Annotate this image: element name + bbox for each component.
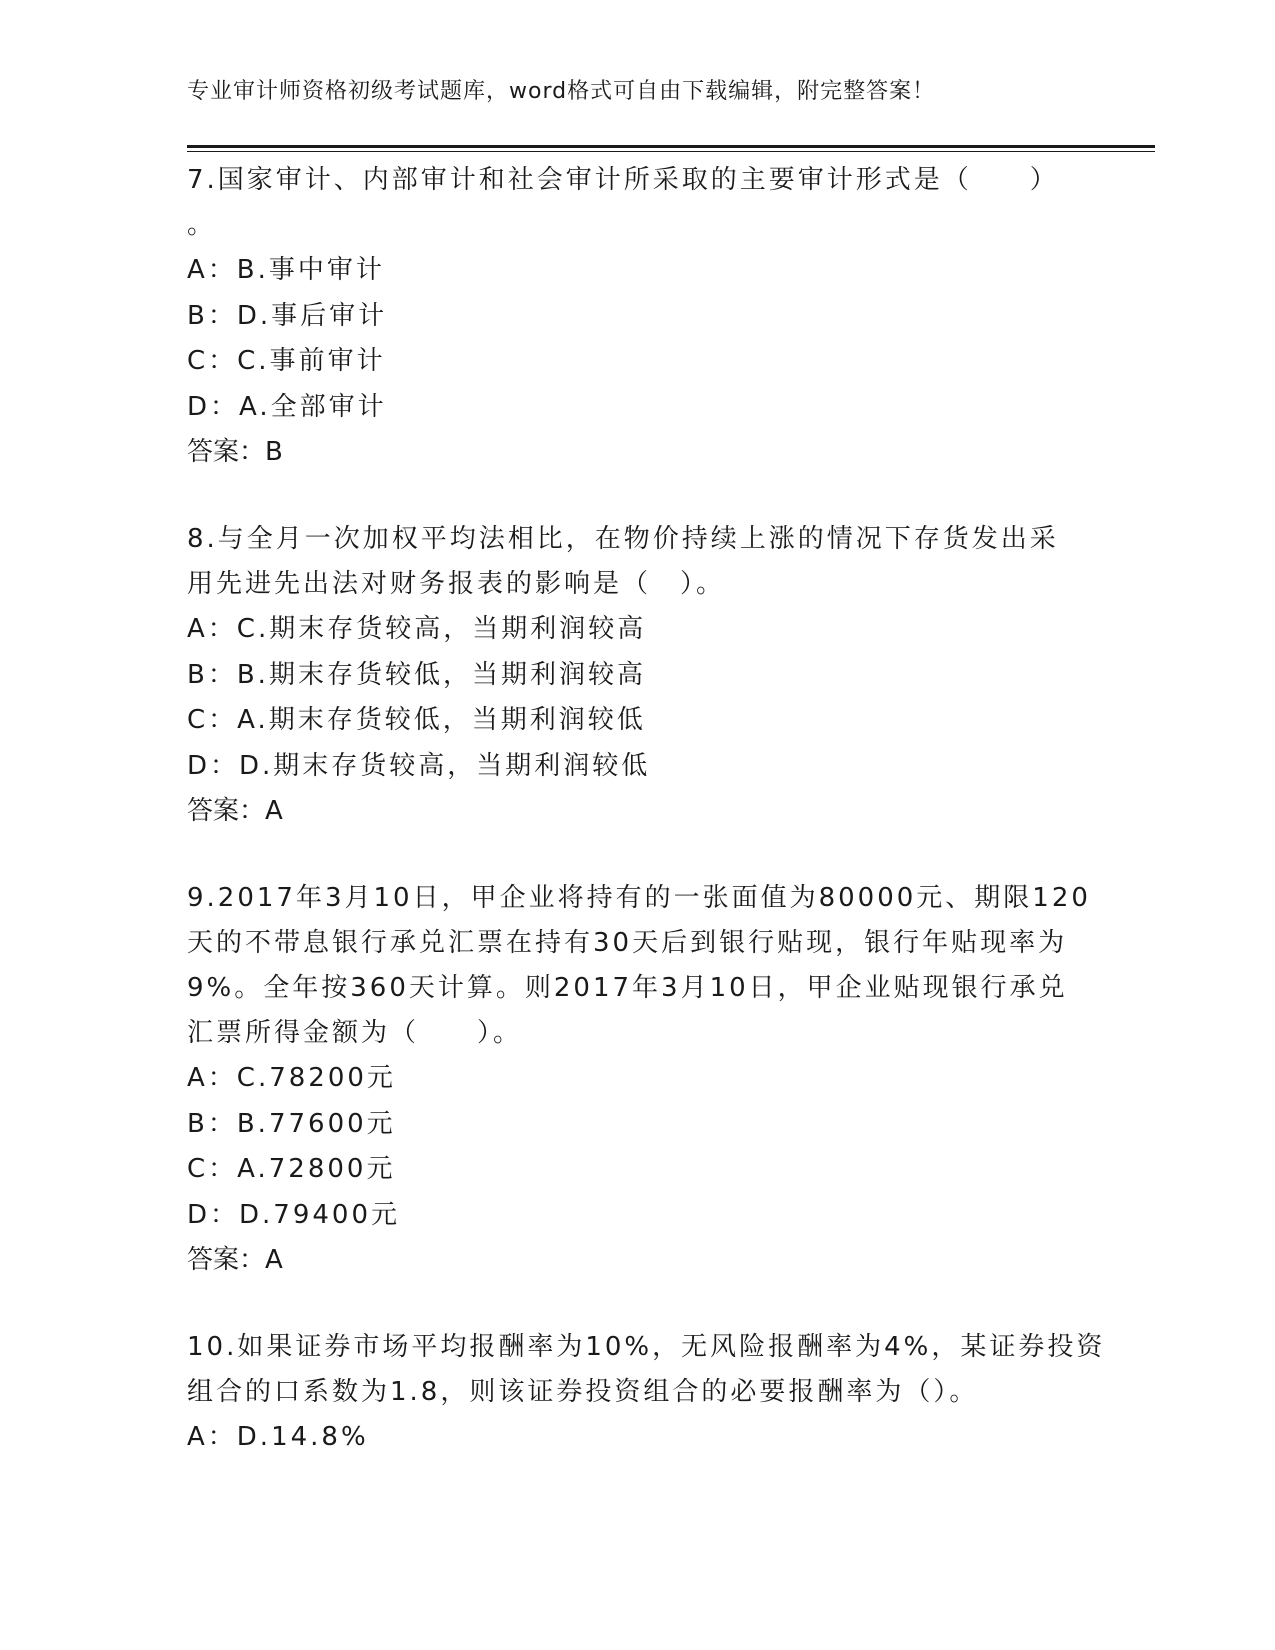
header-divider-thick [187,145,1155,148]
page-header: 专业审计师资格初级考试题库，word格式可自由下载编辑，附完整答案！ [187,79,936,104]
option-b: B：B.期末存货较低，当期利润较高 [187,659,646,690]
question-text-line: 汇票所得金额为（ ）。 [187,1018,523,1048]
question-text-line: 组合的口系数为1.8，则该证券投资组合的必要报酬率为（）。 [187,1377,979,1407]
option-d: D：D.期末存货较高，当期利润较低 [187,750,651,781]
answer-line: 答案：A [187,1245,283,1275]
answer-line: 答案：A [187,796,283,826]
option-d: D：A.全部审计 [187,391,387,422]
question-text-line: 8.与全月一次加权平均法相比，在物价持续上涨的情况下存货发出采 [187,524,1059,554]
option-c: C：A.期末存货较低，当期利润较低 [187,705,646,735]
question-text-line: 9%。全年按360天计算。则2017年3月10日，甲企业贴现银行承兑 [187,973,1068,1003]
question-8 [187,517,1087,834]
option-a: A：C.78200元 [187,1063,396,1093]
question-9 [187,876,1091,1283]
option-a: A：D.14.8% [187,1422,369,1452]
question-7 [187,158,1087,475]
option-a: A：C.期末存货较高，当期利润较高 [187,614,647,644]
question-text-line: 天的不带息银行承兑汇票在持有30天后到银行贴现，银行年贴现率为 [187,928,1068,958]
option-b: B：B.77600元 [187,1108,396,1139]
question-text-line: 7.国家审计、内部审计和社会审计所采取的主要审计形式是（ ） [187,165,1059,195]
question-10 [187,1325,1106,1461]
option-c: C：A.72800元 [187,1154,396,1184]
question-text-line: 。 [187,210,217,240]
question-text-line: 用先进先出法对财务报表的影响是（ ）。 [187,569,726,599]
question-text-line: 9.2017年3月10日，甲企业将持有的一张面值为80000元、期限120 [187,883,1091,913]
option-d: D：D.79400元 [187,1199,401,1230]
option-b: B：D.事后审计 [187,300,388,331]
option-c: C：C.事前审计 [187,346,386,376]
question-list [187,158,1106,1503]
header-divider-thin [187,151,1155,152]
option-a: A：B.事中审计 [187,255,385,285]
answer-line: 答案：B [187,437,283,467]
question-text-line: 10.如果证券市场平均报酬率为10%，无风险报酬率为4%，某证券投资 [187,1332,1106,1362]
